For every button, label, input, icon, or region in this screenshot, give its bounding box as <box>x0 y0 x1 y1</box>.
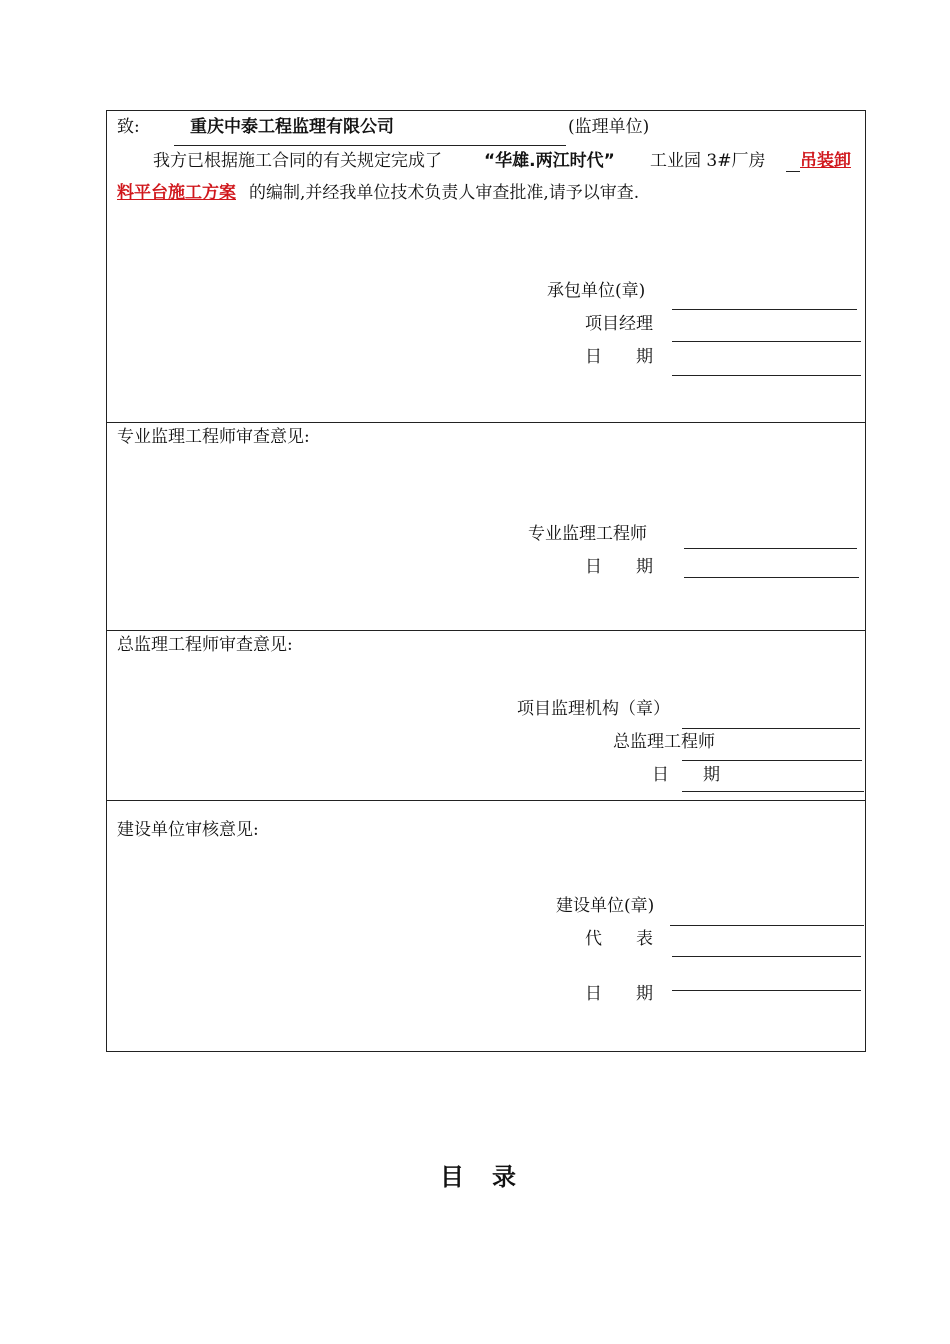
plan-name-lead-underline <box>786 171 800 172</box>
body-text-2: 工业园 3#厂房 <box>650 151 766 171</box>
owner-rep-line <box>672 956 861 957</box>
owner-date-line <box>672 990 861 991</box>
engineer-line <box>684 548 857 549</box>
contractor-seal-line <box>672 309 857 310</box>
section-engineer-review <box>106 422 866 631</box>
recipient-type: (监理单位) <box>568 117 650 137</box>
chief-date-line <box>682 791 864 792</box>
supervision-org-label: 项目监理机构（章） <box>517 699 670 719</box>
contractor-date-line <box>672 375 861 376</box>
engineer-label: 专业监理工程师 <box>528 524 647 544</box>
chief-engineer-label: 总监理工程师 <box>613 732 715 752</box>
plan-name-line1: 吊装卸 <box>800 151 851 171</box>
recipient-name: 重庆中泰工程监理有限公司 <box>190 117 394 137</box>
project-manager-line <box>672 341 861 342</box>
owner-review-heading: 建设单位审核意见: <box>117 820 259 840</box>
owner-seal-line <box>670 925 864 926</box>
project-name: “华雄.两江时代” <box>484 151 615 171</box>
body-text-3: 的编制,并经我单位技术负责人审查批准,请予以审查. <box>249 183 640 203</box>
contractor-seal-label: 承包单位(章) <box>547 281 646 301</box>
engineer-date-line <box>684 577 859 578</box>
toc-title: 目 录 <box>440 1163 518 1191</box>
project-manager-label: 项目经理 <box>585 314 653 334</box>
chief-date-label: 日 期 <box>652 765 720 785</box>
plan-name-line2: 料平台施工方案 <box>117 183 236 203</box>
contractor-date-label: 日 期 <box>585 347 653 367</box>
owner-rep-label: 代 表 <box>585 929 653 949</box>
engineer-date-label: 日 期 <box>585 557 653 577</box>
supervision-org-line <box>682 728 860 729</box>
body-text-1: 我方已根据施工合同的有关规定完成了 <box>153 151 442 171</box>
to-label: 致: <box>117 117 140 137</box>
chief-engineer-line <box>682 760 862 761</box>
recipient-underline <box>174 145 566 146</box>
chief-review-heading: 总监理工程师审查意见: <box>117 635 293 655</box>
section-chief-review <box>106 630 866 801</box>
owner-date-label: 日 期 <box>585 984 653 1004</box>
owner-seal-label: 建设单位(章) <box>556 896 655 916</box>
engineer-review-heading: 专业监理工程师审查意见: <box>117 427 310 447</box>
